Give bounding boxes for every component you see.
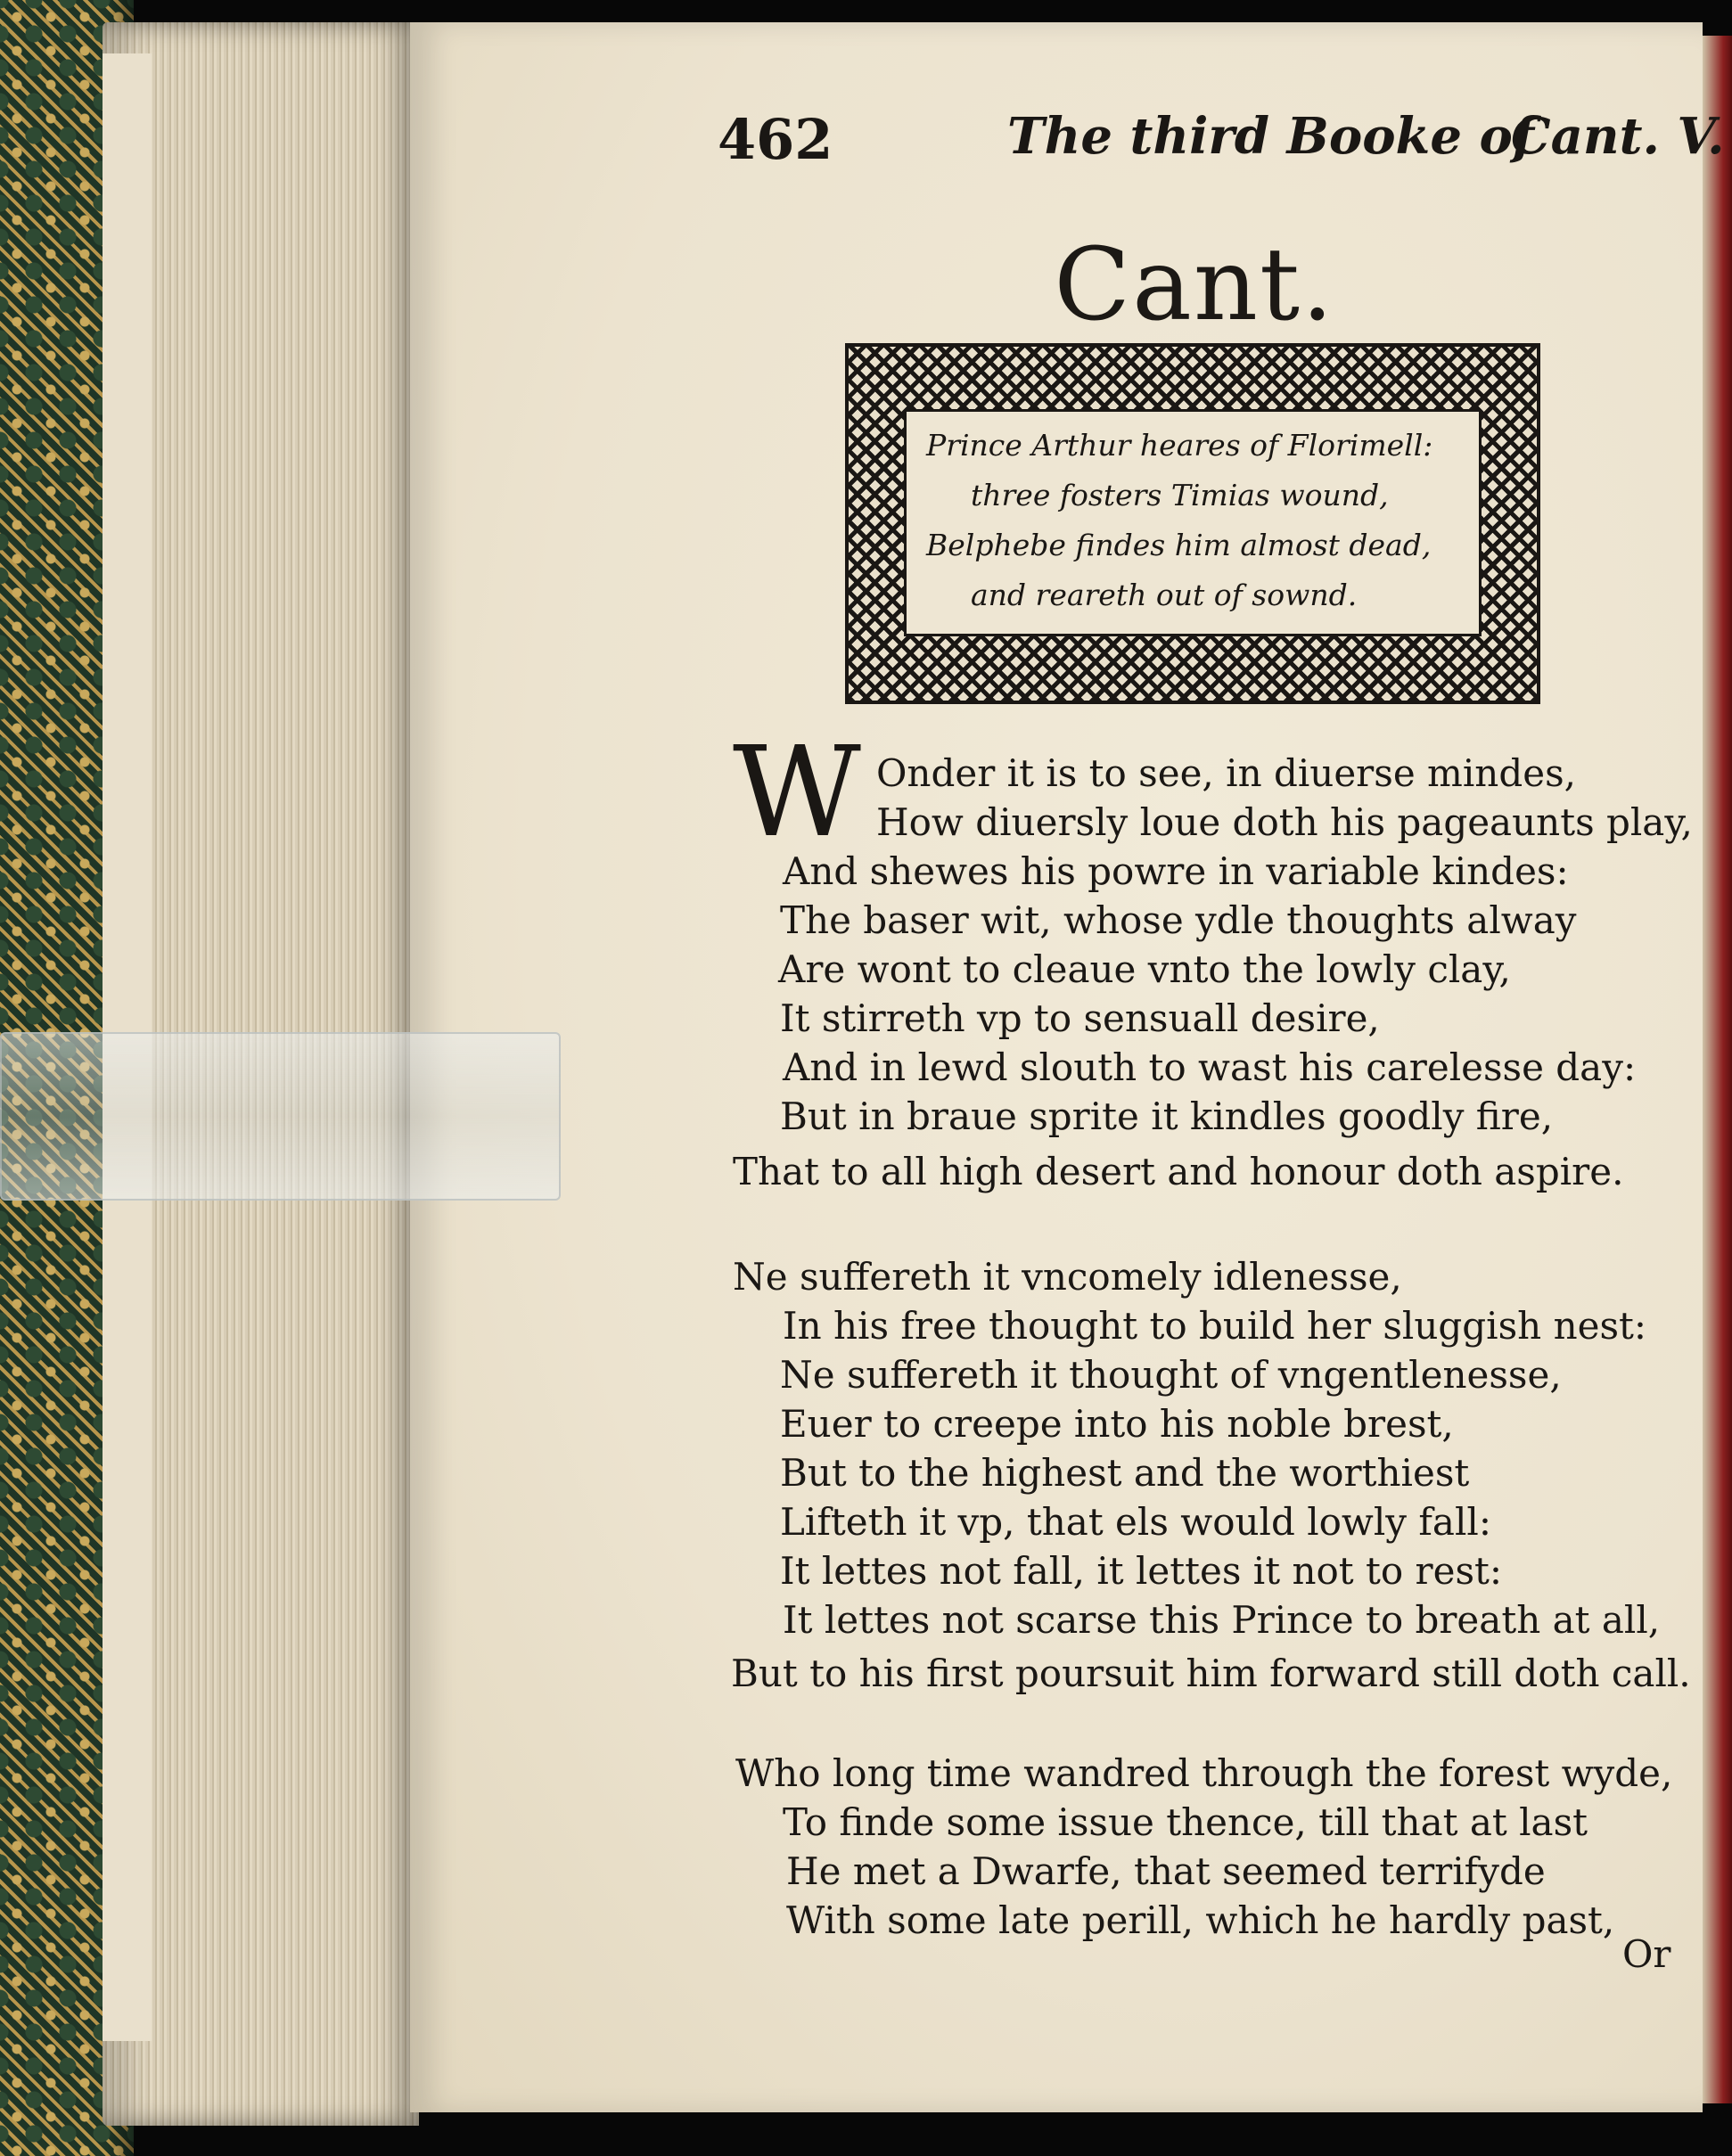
verse-line: Are wont to cleaue vnto the lowly clay,: [778, 947, 1511, 991]
verse-line: With some late perill, which he hardly past,: [786, 1898, 1615, 1942]
verse-line: It lettes not fall, it lettes it not to rest:: [780, 1549, 1503, 1593]
verse-line: Euer to creepe into his noble brest,: [780, 1402, 1454, 1446]
running-title: The third Booke of: [1007, 107, 1534, 166]
page-right-edge: [1703, 36, 1732, 2103]
verse-line: To finde some issue thence, till that at last: [783, 1800, 1588, 1844]
verse-line: Onder it is to see, in diuerse mindes,: [876, 751, 1576, 795]
argument-line: three fosters Timias wound,: [971, 478, 1389, 512]
verse-line: And in lewd slouth to wast his carelesse day:: [783, 1045, 1637, 1089]
verse-line: Ne suffereth it thought of vngentlenesse,: [780, 1353, 1562, 1397]
verse-line: Ne suffereth it vncomely idlenesse,: [733, 1255, 1402, 1299]
verse-line: But to his first poursuit him forward still doth call.: [731, 1652, 1691, 1695]
argument-line: Prince Arthur heares of Florimell:: [926, 428, 1433, 463]
plastic-page-clip: [0, 1032, 561, 1201]
verse-line: Who long time wandred through the forest wyde,: [735, 1751, 1673, 1795]
argument-ornamental-frame: [845, 343, 1540, 704]
verse-line: But to the highest and the worthiest: [780, 1451, 1470, 1495]
verse-line: It stirreth vp to sensuall desire,: [780, 996, 1380, 1040]
argument-line: and reareth out of sownd.: [971, 578, 1358, 612]
catchword: Or: [1622, 1932, 1671, 1976]
page-number: 462: [718, 107, 833, 172]
verse-line: The baser wit, whose ydle thoughts alway: [780, 898, 1577, 942]
running-canto-label: Cant. V.: [1511, 107, 1725, 166]
verse-line: And shewes his powre in variable kindes:: [783, 849, 1569, 893]
verse-line: In his free thought to build her sluggish nest:: [783, 1304, 1647, 1348]
drop-cap: W: [733, 720, 861, 865]
argument-box: [904, 409, 1482, 636]
verse-line: That to all high desert and honour doth aspire.: [733, 1150, 1624, 1193]
verse-line: It lettes not scarse this Prince to breath at all,: [783, 1598, 1661, 1642]
verse-line: How diuersly loue doth his pageaunts play,: [876, 800, 1693, 844]
canto-heading: Cant.: [1054, 227, 1335, 343]
argument-line: Belphebe findes him almost dead,: [926, 528, 1432, 562]
verse-line: But in braue sprite it kindles goodly fire,: [780, 1094, 1554, 1138]
verse-line: He met a Dwarfe, that seemed terrifyde: [786, 1849, 1546, 1893]
verse-line: Lifteth it vp, that els would lowly fall:: [780, 1500, 1491, 1544]
